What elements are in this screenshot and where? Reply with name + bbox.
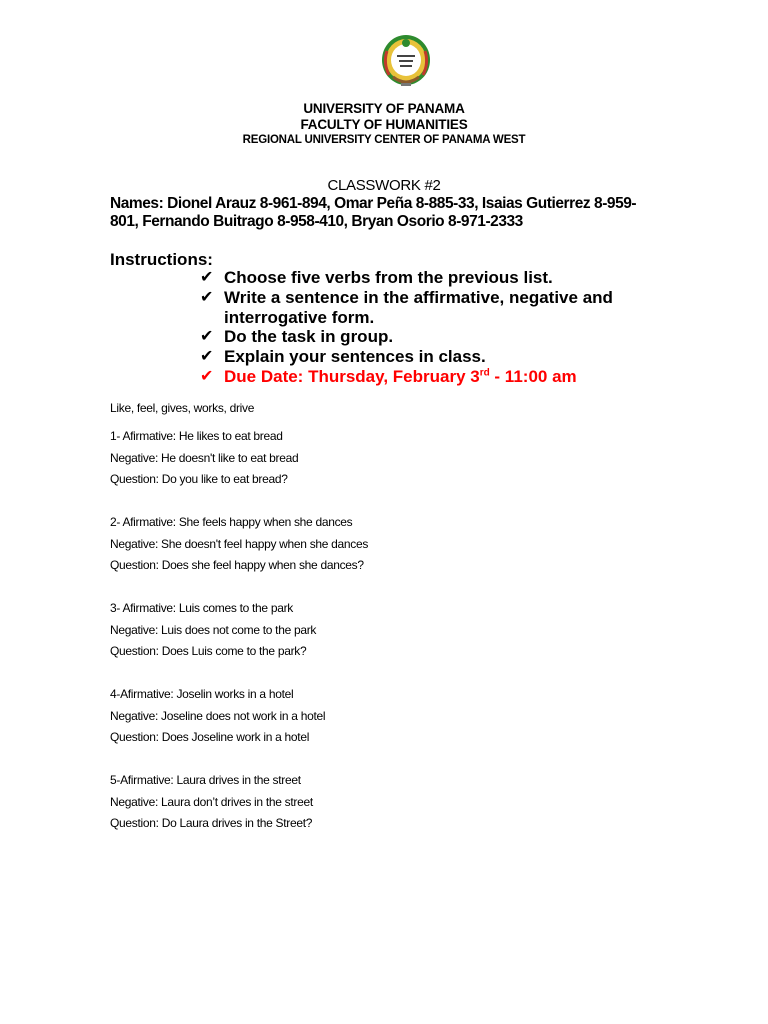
instruction-item: ✔ Explain your sentences in class. (200, 347, 486, 367)
exercise-block (110, 687, 630, 752)
exercise-block (110, 429, 630, 494)
due-date-text: Due Date: Thursday, February 3 (224, 366, 480, 386)
negative-sentence: Negative: Laura don’t drives in the street (110, 794, 313, 809)
exercise-block (110, 601, 630, 666)
instruction-item: ✔ Choose five verbs from the previous list. (200, 268, 553, 287)
question-sentence: Question: Do you like to eat bread? (110, 472, 288, 487)
instruction-item: ✔ Write a sentence in the affirmative, negative and interrogative form. (200, 287, 613, 327)
exercise-block (110, 515, 630, 580)
affirmative-sentence: 3- Afirmative: Luis comes to the park (110, 601, 293, 615)
affirmative-sentence: 5-Afirmative: Laura drives in the street (110, 773, 301, 787)
affirmative-sentence: 1- Afirmative: He likes to eat bread (110, 429, 283, 443)
checkmark-icon: ✔ (200, 269, 214, 286)
affirmative-sentence: 4-Afirmative: Joselin works in a hotel (110, 687, 294, 701)
checkmark-icon: ✔ (200, 328, 214, 346)
checkmark-icon: ✔ (200, 288, 214, 306)
negative-sentence: Negative: Luis does not come to the park (110, 622, 317, 637)
negative-sentence: Negative: He doesn't like to eat bread (110, 450, 299, 465)
negative-sentence: Negative: She doesn't feel happy when she dances (110, 536, 369, 551)
center-name: REGIONAL UNIVERSITY CENTER OF PANAMA WEST (242, 134, 526, 146)
instructions-title: Instructions: (110, 250, 213, 269)
instructions-list (200, 268, 670, 387)
due-date-time: - 11:00 am (489, 366, 577, 386)
due-date-ordinal: rd (479, 367, 490, 379)
affirmative-sentence: 2- Afirmative: She feels happy when she dances (110, 515, 353, 529)
names-block (110, 195, 655, 231)
checkmark-icon: ✔ (200, 367, 214, 385)
instruction-item: ✔ Do the task in group. (200, 327, 394, 347)
names-label: Names (110, 195, 159, 212)
university-name: UNIVERSITY OF PANAMA (303, 101, 465, 116)
negative-sentence: Negative: Joseline does not work in a hotel (110, 708, 326, 723)
question-sentence: Question: Does Joseline work in a hotel (110, 730, 310, 745)
classwork-title: CLASSWORK #2 (327, 177, 441, 194)
university-seal-logo (379, 33, 433, 91)
question-sentence: Question: Does she feel happy when she dances? (110, 558, 364, 573)
checkmark-icon: ✔ (200, 348, 214, 366)
question-sentence: Question: Do Laura drives in the Street? (110, 816, 313, 831)
due-date-item (200, 367, 670, 387)
question-sentence: Question: Does Luis come to the park? (110, 644, 307, 659)
verbs-list: Like, feel, gives, works, drive (110, 401, 255, 415)
exercise-block (110, 773, 630, 838)
faculty-name: FACULTY OF HUMANITIES (300, 117, 468, 132)
names-value: : Dionel Arauz 8-961-894, Omar Peña 8-885-33, Isaias Gutierrez 8-959-801, Fernando Buitrago 8-958-410, Bryan Osorio 8-971-2333 (110, 195, 637, 230)
